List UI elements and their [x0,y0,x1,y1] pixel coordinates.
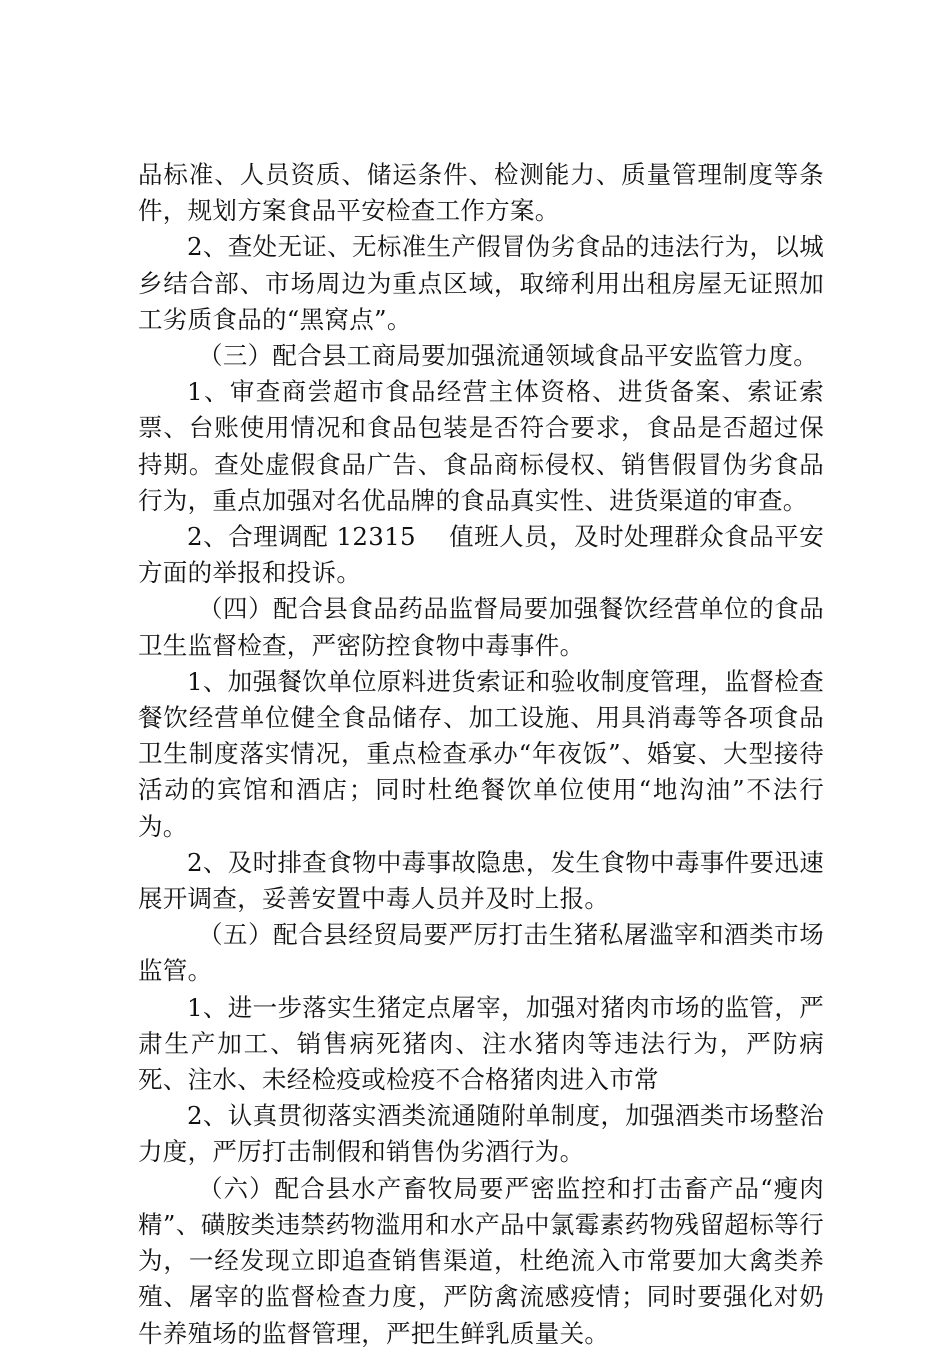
paragraph-item-1-pork: 1、进一步落实生猪定点屠宰，加强对猪肉市场的监管，严肃生产加工、销售病死猪肉、注水猪肉等违法行为，严防病死、注水、未经检疫或检疫不合格猪肉进入市常 [138,992,824,1095]
section-heading-6: （六）配合县水产畜牧局要严密监控和打击畜产品“瘦肉精”、磺胺类违禁药物滥用和水产品中氯霉素药物残留超标等行为，一经发现立即追查销售渠道，杜绝流入市常要加大禽类养殖、屠宰的监督检查力度，严防禽流感疫情；同时要强化对奶牛养殖场的监督管理，严把生鲜乳质量关。 [138,1173,824,1348]
section-heading-4: （四）配合县食品药品监督局要加强餐饮经营单位的食品卫生监督检查，严密防控食物中毒事件。 [138,594,824,660]
paragraph-continuation: 品标准、人员资质、储运条件、检测能力、质量管理制度等条件，规划方案食品平安检查工作方案。 [138,160,824,226]
document-page [138,157,824,1352]
section-heading-3: （三）配合县工商局要加强流通领域食品平安监管力度。 [198,341,818,371]
paragraph-item-1-catering: 1、加强餐饮单位原料进货索证和验收制度管理，监督检查餐饮经营单位健全食品储存、加工设施、用具消毒等各项食品卫生制度落实情况，重点检查承办“年夜饭”、婚宴、大型接待活动的宾馆和酒店；同时杜绝餐饮单位使用“地沟油”不法行为。 [138,666,824,841]
paragraph-item-2-poisoning: 2、及时排查食物中毒事故隐患，发生食物中毒事件要迅速展开调查，妥善安置中毒人员并及时上报。 [138,847,824,914]
section-heading-5: （五）配合县经贸局要严厉打击生猪私屠滥宰和酒类市场监管。 [138,920,824,986]
paragraph-item-2-unlicensed: 2、查处无证、无标准生产假冒伪劣食品的违法行为，以城乡结合部、市场周边为重点区域，取缔利用出租房屋无证照加工劣质食品的“黑窝点”。 [138,232,824,334]
paragraph-item-2-hotline: 2、合理调配 12315 值班人员，及时处理群众食品平安方面的举报和投诉。 [138,522,824,588]
paragraph-item-1-market-review: 1、审查商尝超市食品经营主体资格、进货备案、索证索票、台账使用情况和食品包装是否符合要求，食品是否超过保持期。查处虚假食品广告、食品商标侵权、销售假冒伪劣食品行为，重点加强对名优品牌的食品真实性、进货渠道的审查。 [138,377,824,515]
paragraph-item-2-liquor: 2、认真贯彻落实酒类流通随附单制度，加强酒类市场整治力度，严厉打击制假和销售伪劣酒行为。 [138,1101,824,1167]
